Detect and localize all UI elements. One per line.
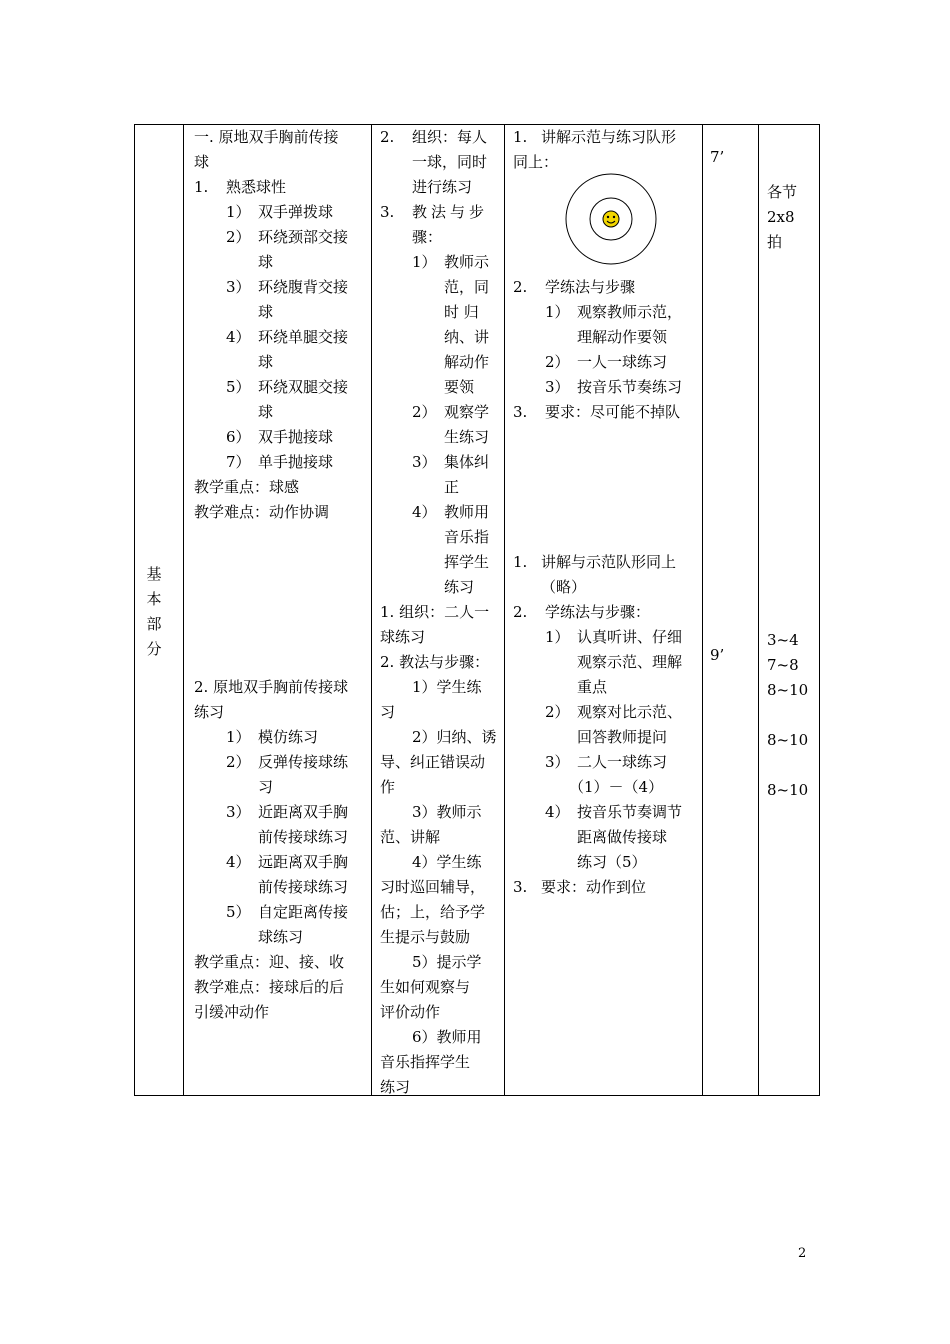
repetition-line: 各节	[767, 183, 798, 201]
activity-line	[513, 125, 676, 150]
column-divider	[702, 125, 703, 1095]
item-number: 4）	[226, 328, 251, 346]
step-item-cont: 估；上，给予学	[380, 903, 486, 921]
item-text-cont: 练习（5）	[577, 853, 647, 871]
repetition-line: 2x8	[767, 208, 795, 226]
item-text-cont: 观察示范、理解	[577, 653, 683, 671]
step-item	[412, 500, 489, 525]
list-item	[226, 325, 348, 350]
item-text-cont: 球	[258, 353, 274, 371]
step-item-cont: 习时巡回辅导，	[380, 878, 486, 896]
item-text-cont: （1）－（4）	[569, 778, 664, 796]
activity-line	[513, 275, 635, 300]
activity-line-cont: 同上：	[513, 153, 559, 171]
step-item-cont: 习	[380, 703, 396, 721]
exercise-list-2	[226, 725, 348, 950]
list-item	[226, 900, 348, 925]
item-text-cont: 球	[258, 403, 274, 421]
item-text: 一人一球练习	[577, 353, 668, 371]
organization-line	[380, 125, 488, 150]
item-number: 1）	[412, 253, 437, 271]
item-text-cont: 骤：	[412, 228, 443, 246]
teaching-key-point-2: 教学重点：迎、接、收	[194, 953, 345, 971]
item-text: 要求：动作到位	[541, 878, 647, 896]
item-text: 双手抛接球	[258, 428, 334, 446]
step-item: 1）学生练	[412, 678, 482, 696]
item-number: 1）	[226, 203, 251, 221]
activity-steps-1	[545, 300, 682, 400]
item-text-cont: 进行练习	[412, 178, 473, 196]
activity-block-1	[513, 125, 676, 175]
item-number: 2.	[513, 278, 528, 296]
repetition-value: 8~10	[767, 781, 809, 799]
step-item-cont: 练习	[380, 1078, 411, 1096]
item-number: 1）	[545, 303, 570, 321]
item-number: 4）	[412, 503, 437, 521]
list-item	[226, 425, 348, 450]
activity-line	[513, 550, 676, 575]
item-text-cont: 音乐指	[444, 528, 490, 546]
step-item	[545, 800, 682, 825]
item-text: 讲解示范与练习队形	[541, 128, 677, 146]
step-item: 3）教师示	[412, 803, 482, 821]
list-item	[226, 725, 348, 750]
organization-line: 1. 组织：二人一	[380, 603, 490, 621]
step-item: 2）归纳、诱	[412, 728, 497, 746]
spacer	[767, 753, 808, 778]
step-item-cont: 生提示与鼓励	[380, 928, 471, 946]
item-number: 2）	[412, 403, 437, 421]
item-number: 5）	[226, 903, 251, 921]
list-item	[226, 800, 348, 825]
item-text: 要求：尽可能不掉队	[545, 403, 681, 421]
step-item: 5）提示学	[412, 953, 482, 971]
item-text: 反弹传接球练	[258, 753, 349, 771]
item-text: 观察学	[444, 403, 490, 421]
activity-line	[513, 400, 680, 425]
content-title-1: 一. 原地双手胸前传接	[194, 128, 339, 146]
item-number: 3.	[380, 203, 395, 221]
smiley-icon	[603, 211, 619, 227]
item-number: 1）	[226, 728, 251, 746]
step-item-cont: 评价动作	[380, 1003, 441, 1021]
item-text-cont: 时 归	[444, 303, 479, 321]
item-number: 5）	[226, 378, 251, 396]
activity-line	[513, 875, 646, 900]
step-item	[412, 250, 489, 275]
item-text: 观察对比示范、	[577, 703, 683, 721]
spacer	[767, 703, 808, 728]
item-text-cont: 前传接球练习	[258, 878, 349, 896]
item-text-cont: 解动作	[444, 353, 490, 371]
activity-block-3	[513, 550, 676, 625]
item-text: 讲解与示范队形同上	[541, 553, 677, 571]
item-number: 4）	[226, 853, 251, 871]
step-item	[412, 400, 489, 425]
repetition-value: 7~8	[767, 656, 799, 674]
step-item	[545, 350, 682, 375]
activity-block-2	[513, 275, 635, 300]
subtitle-number: 1.	[194, 178, 209, 196]
step-item: 4）学生练	[412, 853, 482, 871]
item-text-cont: 挥学生	[444, 553, 490, 571]
item-text: 学练法与步骤	[545, 278, 636, 296]
list-item	[226, 375, 348, 400]
step-item	[545, 625, 682, 650]
step-item-cont: 导、纠正错误动	[380, 753, 486, 771]
item-text: 集体纠	[444, 453, 490, 471]
item-text-cont: 球	[258, 303, 274, 321]
step-item: 6）教师用	[412, 1028, 482, 1046]
list-item	[226, 200, 348, 225]
item-number: 1）	[545, 628, 570, 646]
list-item	[226, 225, 348, 250]
step-item-cont: 生如何观察与	[380, 978, 471, 996]
item-number: 2）	[545, 353, 570, 371]
item-text: 观察教师示范，	[577, 303, 683, 321]
item-number: 3）	[545, 378, 570, 396]
item-text: 按音乐节奏练习	[577, 378, 683, 396]
lesson-plan-table	[134, 124, 820, 1096]
item-text-cont: 球	[258, 253, 274, 271]
step-item	[545, 375, 682, 400]
column-divider	[371, 125, 372, 1095]
repetition-value: 8~10	[767, 681, 809, 699]
list-item	[226, 275, 348, 300]
item-number: 4）	[545, 803, 570, 821]
item-number: 2）	[545, 703, 570, 721]
item-text: 二人一球练习	[577, 753, 668, 771]
item-text-cont: 纳、讲	[444, 328, 490, 346]
item-text: 环绕颈部交接	[258, 228, 349, 246]
repetition-block-2	[767, 628, 808, 803]
content-title-2: 2. 原地双手胸前传接球	[194, 678, 349, 696]
item-text-cont: 要领	[444, 378, 475, 396]
time-value-1: 7’	[710, 148, 725, 166]
item-text: 认真听讲、仔细	[577, 628, 683, 646]
item-text: 远距离双手胸	[258, 853, 349, 871]
item-text-cont: 回答教师提问	[577, 728, 668, 746]
activity-requirement-2	[513, 875, 646, 900]
page-number: 2	[798, 1246, 807, 1261]
time-value-2: 9’	[710, 646, 725, 664]
item-number: 3）	[226, 278, 251, 296]
item-text-cont: 正	[444, 478, 460, 496]
item-text: 学练法与步骤：	[545, 603, 651, 621]
item-number: 2）	[226, 753, 251, 771]
item-text-cont: 范，同	[444, 278, 490, 296]
repetition-line: 拍	[767, 233, 783, 251]
item-text-cont: 前传接球练习	[258, 828, 349, 846]
item-text: 近距离双手胸	[258, 803, 349, 821]
item-text-cont: 练习	[444, 578, 475, 596]
item-text: 自定距离传接	[258, 903, 349, 921]
step-item	[412, 450, 489, 475]
item-text: 教师用	[444, 503, 490, 521]
step-item	[545, 700, 682, 725]
item-text: 环绕腹背交接	[258, 278, 349, 296]
teaching-key-point: 教学重点：球感	[194, 478, 300, 496]
step-item-cont: 范、讲解	[380, 828, 441, 846]
item-text: 单手抛接球	[258, 453, 334, 471]
step-item-cont: 音乐指挥学生	[380, 1053, 471, 1071]
method-steps-1	[412, 250, 489, 600]
item-number: 2）	[226, 228, 251, 246]
step-item	[545, 750, 682, 775]
formation-diagram	[565, 173, 657, 265]
step-item-cont: 作	[380, 778, 396, 796]
item-text: 环绕单腿交接	[258, 328, 349, 346]
column-divider	[183, 125, 184, 1095]
section-label: 基 本 部 分	[146, 565, 162, 658]
activity-line	[513, 600, 676, 625]
item-text-cont: 习	[258, 778, 274, 796]
activity-requirement-1	[513, 400, 680, 425]
item-text: 模仿练习	[258, 728, 319, 746]
list-item	[226, 750, 348, 775]
item-number: 3.	[513, 878, 528, 896]
item-text: 组织：每人	[412, 128, 488, 146]
item-number: 6）	[226, 428, 251, 446]
item-text-cont: 生练习	[444, 428, 490, 446]
item-text-cont: 理解动作要领	[577, 328, 668, 346]
item-text-cont: 重点	[577, 678, 608, 696]
item-number: 3）	[226, 803, 251, 821]
organization-block-1	[380, 125, 488, 250]
activity-steps-2	[545, 625, 682, 875]
step-item	[545, 300, 682, 325]
item-number: 3）	[412, 453, 437, 471]
item-text-cont: 一球，同时	[412, 153, 488, 171]
item-number: 7）	[226, 453, 251, 471]
teaching-difficulty-2-cont: 引缓冲动作	[194, 1003, 270, 1021]
item-text: 教法与步	[412, 203, 489, 221]
organization-block-2	[380, 600, 497, 1100]
repetition-block-1	[767, 180, 797, 255]
item-text: 教师示	[444, 253, 490, 271]
content-title-1-cont: 球	[194, 153, 210, 171]
item-text: 按音乐节奏调节	[577, 803, 683, 821]
item-number: 1.	[513, 553, 528, 571]
repetition-value: 8~10	[767, 731, 809, 749]
column-divider	[758, 125, 759, 1095]
item-text: 环绕双腿交接	[258, 378, 349, 396]
organization-line-cont: 球练习	[380, 628, 426, 646]
method-heading: 2. 教法与步骤：	[380, 653, 490, 671]
list-item	[226, 450, 348, 475]
item-number: 1.	[513, 128, 528, 146]
item-text-cont: （略）	[541, 578, 587, 596]
content-title-2-cont: 练习	[194, 703, 225, 721]
repetition-value: 3~4	[767, 631, 799, 649]
item-text: 双手弹拨球	[258, 203, 334, 221]
column-divider	[504, 125, 505, 1095]
item-number: 2.	[513, 603, 528, 621]
item-number: 2.	[380, 128, 395, 146]
method-line	[380, 200, 488, 225]
teaching-difficulty-2: 教学难点：接球后的后	[194, 978, 345, 996]
content-subtitle	[194, 175, 286, 200]
teaching-difficulty: 教学难点：动作协调	[194, 503, 330, 521]
exercise-list-1	[226, 200, 348, 475]
item-text-cont: 距离做传接球	[577, 828, 668, 846]
item-number: 3.	[513, 403, 528, 421]
item-text-cont: 球练习	[258, 928, 304, 946]
list-item	[226, 850, 348, 875]
subtitle-text: 熟悉球性	[226, 178, 287, 196]
item-number: 3）	[545, 753, 570, 771]
